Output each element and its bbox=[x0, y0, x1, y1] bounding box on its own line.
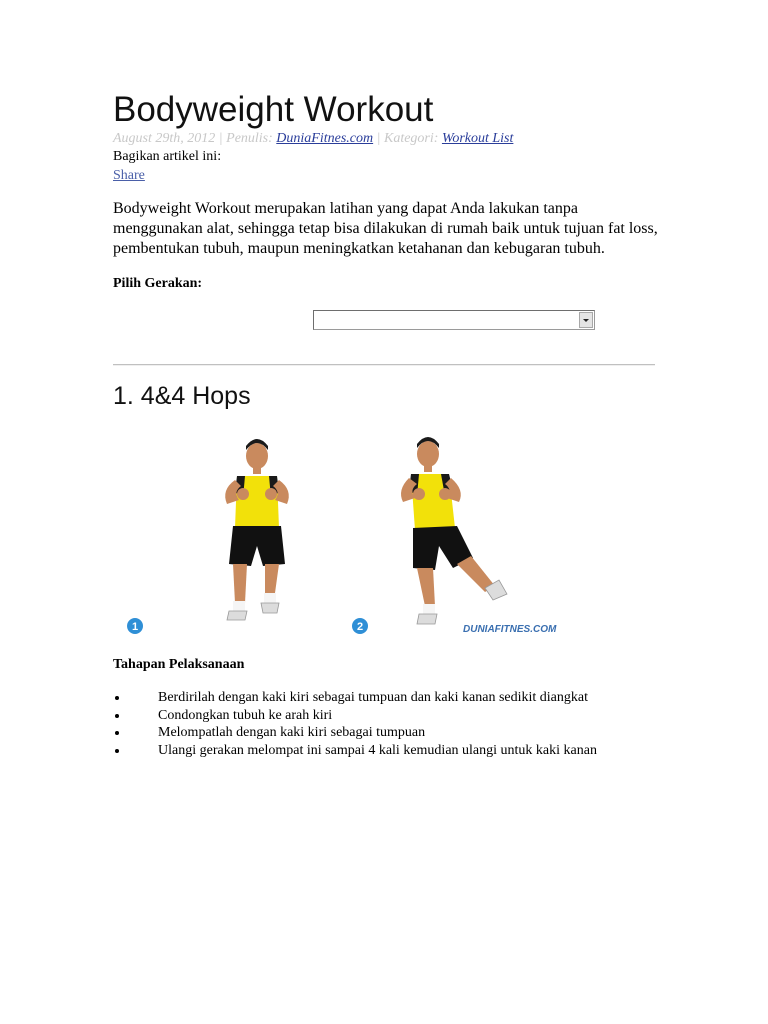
author-link[interactable]: DuniaFitnes.com bbox=[276, 131, 374, 146]
chevron-down-icon[interactable] bbox=[579, 312, 593, 328]
select-label: Pilih Gerakan: bbox=[113, 276, 203, 291]
share-link[interactable]: Share bbox=[113, 168, 145, 183]
meta-separator: | bbox=[218, 131, 223, 146]
athlete-pose-2 bbox=[401, 437, 507, 624]
bullet-icon bbox=[115, 749, 119, 753]
article-meta bbox=[113, 130, 658, 148]
meta-category-label: Kategori: bbox=[383, 131, 439, 146]
meta-author-label: Penulis: bbox=[226, 131, 273, 146]
share-label: Bagikan artikel ini: bbox=[113, 149, 222, 164]
meta-date: August 29th, 2012 bbox=[113, 131, 216, 146]
steps-list bbox=[113, 689, 597, 759]
list-item: Melompatlah dengan kaki kiri sebagai tumpuan bbox=[113, 724, 597, 742]
svg-text:1: 1 bbox=[131, 621, 139, 633]
step-badge-2 bbox=[352, 618, 368, 634]
article-title: Bodyweight Workout bbox=[113, 90, 434, 129]
step-badge-1 bbox=[127, 618, 143, 634]
svg-text:2: 2 bbox=[356, 621, 364, 633]
exercise-figure bbox=[113, 428, 573, 653]
athlete-pose-1 bbox=[225, 439, 289, 620]
bullet-icon bbox=[115, 731, 119, 735]
category-link[interactable]: Workout List bbox=[441, 131, 514, 146]
list-item: Berdirilah dengan kaki kiri sebagai tumpuan dan kaki kanan sedikit diangkat bbox=[113, 689, 597, 707]
divider bbox=[113, 364, 655, 366]
list-item: Condongkan tubuh ke arah kiri bbox=[113, 707, 597, 725]
article bbox=[113, 88, 658, 758]
bullet-icon bbox=[115, 696, 119, 700]
watermark: DUNIAFITNES.COM bbox=[463, 624, 557, 635]
exercise-select[interactable] bbox=[313, 310, 595, 330]
exercise-heading: 1. 4&4 Hops bbox=[113, 382, 251, 410]
meta-separator: | bbox=[376, 131, 381, 146]
steps-title: Tahapan Pelaksanaan bbox=[113, 657, 245, 672]
bullet-icon bbox=[115, 714, 119, 718]
article-intro: Bodyweight Workout merupakan latihan yang dapat Anda lakukan tanpa menggunakan alat, sehingga tetap bisa dilakukan di rumah baik untuk tujuan fat loss, pembentukan tubuh, maupun meningkatkan ketahanan dan kebugaran tubuh. bbox=[113, 200, 658, 257]
list-item: Ulangi gerakan melompat ini sampai 4 kali kemudian ulangi untuk kaki kanan bbox=[113, 742, 597, 760]
